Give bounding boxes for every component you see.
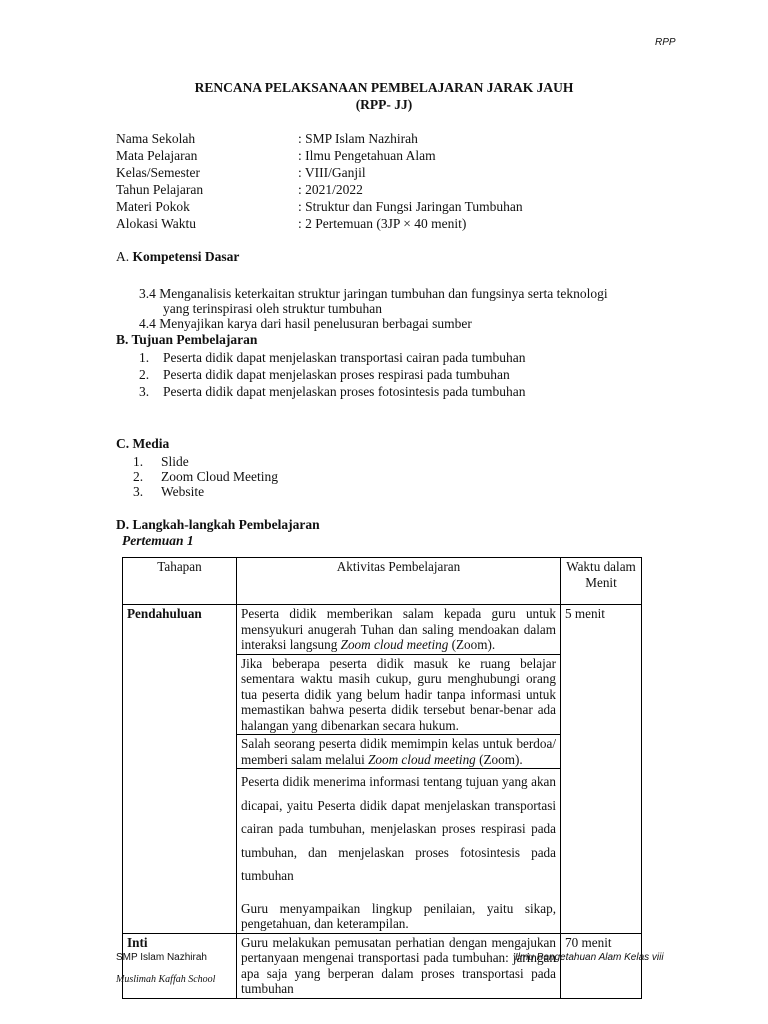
kd-1-line-2: yang terinspirasi oleh struktur tumbuhan	[163, 301, 382, 316]
list-item	[133, 454, 278, 469]
document-title	[0, 79, 768, 113]
activity-text: Jika beberapa peserta didik masuk ke ruang belajar sementara waktu masih cukup, guru menghubungi orang tua peserta didik yang belum hadir tanpa informasi untuk memastikan bahwa peserta didik tersebut benar-benar ada halangan yang dibenarkan secara hukum.	[241, 655, 556, 733]
footer-subject: Ilmu Pengetahuan Alam Kelas viii	[515, 952, 664, 963]
activity-cell	[237, 605, 560, 655]
activity-text: Guru menyampaikan lingkup penilaian, yaitu sikap, pengetahuan, dan keterampilan.	[241, 900, 556, 931]
section-c-heading: C. Media	[116, 436, 170, 451]
activity-text: Peserta didik memberikan salam kepada guru untuk mensyukuri anugerah Tuhan dan saling mendoakan dalam interaksi langsung	[241, 606, 556, 652]
info-label: Materi Pokok	[116, 199, 190, 214]
info-value: : 2021/2022	[298, 182, 363, 197]
footer-school-motto: Muslimah Kaffah School	[116, 974, 216, 985]
footer-school-name: SMP Islam Nazhirah	[116, 952, 207, 963]
list-item	[139, 383, 526, 400]
list-number: 3.	[139, 384, 150, 399]
time-inti: 70 menit	[561, 933, 642, 998]
list-text: Peserta didik dapat menjelaskan proses respirasi pada tumbuhan	[163, 367, 510, 382]
section-a-letter: A.	[116, 249, 130, 264]
list-number: 2.	[133, 469, 144, 484]
time-pendahuluan: 5 menit	[561, 605, 642, 934]
list-text: Peserta didik dapat menjelaskan proses fotosintesis pada tumbuhan	[163, 384, 526, 399]
list-number: 1.	[139, 350, 150, 365]
activities-pendahuluan	[237, 605, 561, 934]
info-label: Mata Pelajaran	[116, 148, 198, 163]
learning-objectives-list	[139, 349, 526, 400]
activity-text: Salah seorang peserta didik memimpin kelas untuk berdoa/ memberi salam melalui	[241, 736, 556, 767]
activity-text: (Zoom).	[448, 637, 496, 652]
info-value: : VIII/Ganjil	[298, 165, 366, 180]
list-item	[133, 484, 278, 499]
section-a-title: Kompetensi Dasar	[132, 249, 240, 264]
meeting-1-subtitle: Pertemuan 1	[122, 533, 194, 548]
info-value: : Struktur dan Fungsi Jaringan Tumbuhan	[298, 199, 523, 214]
list-text: Slide	[161, 454, 189, 469]
info-value: : 2 Pertemuan (3JP × 40 menit)	[298, 216, 467, 231]
info-label: Tahun Pelajaran	[116, 182, 204, 197]
school-info-block	[116, 130, 523, 232]
table-row	[123, 933, 642, 998]
activity-text: (Zoom).	[475, 751, 523, 767]
info-row-topic	[116, 198, 523, 215]
header-rpp-label: RPP	[655, 37, 676, 48]
kd-1-line-1: 3.4 Menganalisis keterkaitan struktur jaringan tumbuhan dan fungsinya serta teknologi	[139, 286, 608, 301]
list-text: Zoom Cloud Meeting	[161, 469, 278, 484]
info-row-year	[116, 181, 523, 198]
media-list	[133, 454, 278, 499]
list-item	[139, 349, 526, 366]
activity-emphasis: Zoom cloud meeting	[368, 751, 476, 767]
info-value: : Ilmu Pengetahuan Alam	[298, 148, 436, 163]
list-number: 3.	[133, 484, 144, 499]
info-row-time	[116, 215, 523, 232]
list-number: 2.	[139, 367, 150, 382]
info-label: Nama Sekolah	[116, 131, 196, 146]
activity-inti: Guru melakukan pemusatan perhatian dengan mengajukan pertanyaan mengenai transportasi pada tumbuhan: jaringan apa saja yang berperan dalam proses transportasi pada tumbuhan	[237, 933, 561, 998]
activity-cell	[237, 735, 560, 769]
table-header-tahapan: Tahapan	[123, 558, 237, 605]
learning-steps-table	[122, 557, 642, 999]
info-label: Kelas/Semester	[116, 165, 200, 180]
stage-pendahuluan: Pendahuluan	[123, 605, 237, 934]
title-line-2: (RPP- JJ)	[355, 97, 413, 112]
activity-emphasis: Zoom cloud meeting	[340, 637, 449, 652]
info-row-school	[116, 130, 523, 147]
list-number: 1.	[133, 454, 144, 469]
activity-text: Peserta didik menerima informasi tentang tujuan yang akan dicapai, yaitu Peserta didik dapat menjelaskan transportasi cairan pada tumbuhan, menjelaskan proses respirasi pada tumbuhan, dan menjelaskan proses fotosintesis pada tumbuhan	[241, 774, 556, 883]
table-row	[123, 605, 642, 934]
title-line-1: RENCANA PELAKSANAAN PEMBELAJARAN JARAK JAUH	[194, 80, 574, 95]
list-text: Peserta didik dapat menjelaskan transportasi cairan pada tumbuhan	[163, 350, 526, 365]
info-value: : SMP Islam Nazhirah	[298, 131, 418, 146]
table-header-waktu: Waktu dalam Menit	[561, 558, 642, 605]
stage-inti: Inti	[123, 933, 237, 998]
info-row-subject	[116, 147, 523, 164]
info-label: Alokasi Waktu	[116, 216, 197, 231]
list-item	[133, 469, 278, 484]
section-a-heading	[116, 249, 239, 265]
list-text: Website	[161, 484, 205, 499]
table-header-aktivitas: Aktivitas Pembelajaran	[237, 558, 561, 605]
activity-cell	[237, 655, 560, 736]
list-item	[139, 366, 526, 383]
section-b-heading: B. Tujuan Pembelajaran	[116, 332, 258, 347]
activity-cell	[237, 769, 560, 933]
kd-2: 4.4 Menyajikan karya dari hasil penelusuran berbagai sumber	[139, 316, 472, 331]
section-d-heading: D. Langkah-langkah Pembelajaran	[116, 517, 320, 532]
table-header-row	[123, 558, 642, 605]
info-row-class	[116, 164, 523, 181]
